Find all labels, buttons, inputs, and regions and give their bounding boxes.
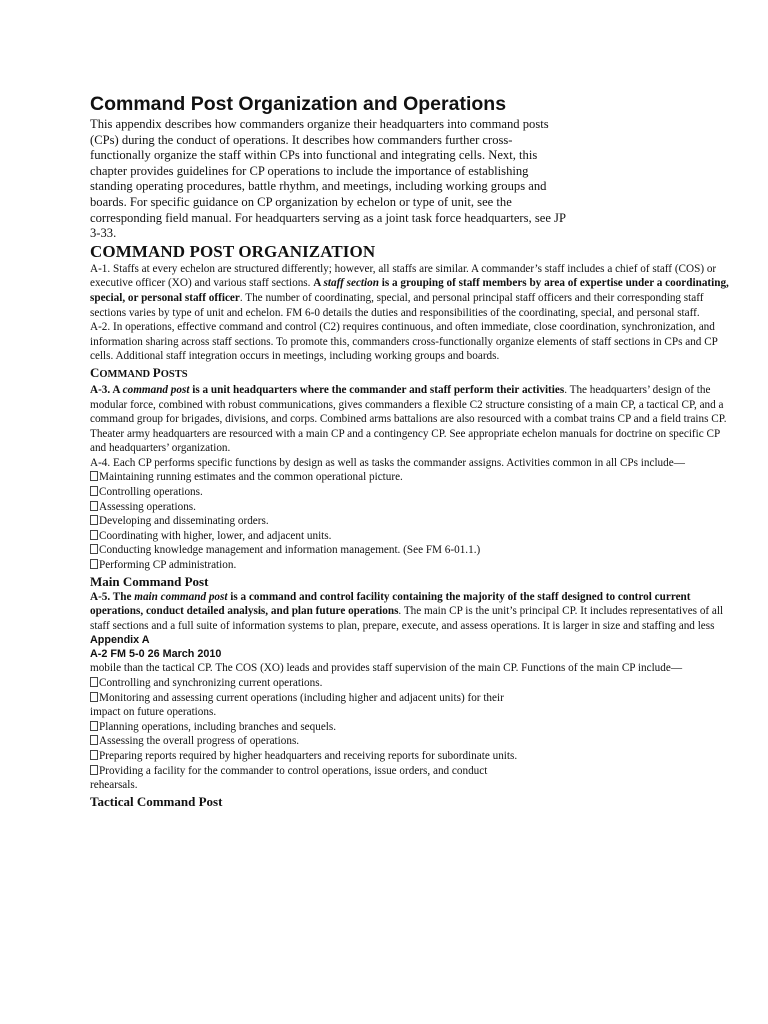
list-item: Controlling and synchronizing current operations. [90, 676, 730, 691]
paragraph-a4: A-4. Each CP performs specific functions by design as well as tasks the commander assigns. Activities common in all CPs include— [90, 456, 685, 469]
a4-bullet-list [90, 470, 730, 572]
paragraph-a5-continued: mobile than the tactical CP. The COS (XO) leads and provides staff supervision of the main CP. Functions of the main CP include— [90, 662, 683, 675]
missing-glyph-icon [90, 544, 98, 554]
missing-glyph-icon [90, 735, 98, 745]
list-item-continuation: impact on future operations. [90, 706, 217, 719]
page-footer-reference: A-2 FM 5-0 26 March 2010 [90, 648, 222, 661]
appendix-label: Appendix A [90, 634, 150, 647]
document-page [90, 92, 730, 810]
missing-glyph-icon [90, 721, 98, 731]
paragraph-a2: A-2. In operations, effective command and control (C2) requires continuous, and often immediate, close coordination, synchronization, and information sharing across staff sections. To promote this, commanders cross-functionally organize elements of staff sections in CPs and CP cells. Additional staff integration occurs in meetings, including working groups and boards. [90, 321, 718, 363]
paragraph-a5: A-5. The main command post is a command and control facility containing the majority of the staff designed to control current operations, conduct detailed analysis, and plan future operations. The main CP is the unit’s principal CP. It includes representatives of all staff sections and a full suite of information systems to plan, prepare, execute, and assess operations. It is larger in size and staffing and less [90, 590, 724, 632]
missing-glyph-icon [90, 501, 98, 511]
missing-glyph-icon [90, 559, 98, 569]
missing-glyph-icon [90, 515, 98, 525]
missing-glyph-icon [90, 765, 98, 775]
list-item: Developing and disseminating orders. [90, 514, 730, 529]
subheading-tactical-command-post: Tactical Command Post [90, 793, 223, 809]
section-heading-cp-organization: COMMAND POST ORGANIZATION [90, 241, 376, 261]
missing-glyph-icon [90, 750, 98, 760]
paragraph-a1: A-1. Staffs at every echelon are structured differently; however, all staffs are similar. A commander’s staff includes a chief of staff (COS) or executive officer (XO) and various staff sections. A staff section is a grouping of staff members by area of expertise under a coordinating, special, or personal staff officer. The number of coordinating, special, and personal principal staff officers and their corresponding staff sections varies by type of unit and echelon. FM 6-0 details the duties and responsibilities of the coordinating, special, and personal staff. [90, 262, 729, 319]
page-title: Command Post Organization and Operations [90, 93, 507, 115]
subheading-command-posts: COMMAND POSTS [90, 364, 188, 380]
list-item: Maintaining running estimates and the common operational picture. [90, 470, 730, 485]
a5-bullet-list [90, 676, 730, 793]
list-item: Conducting knowledge management and information management. (See FM 6-01.1.) [90, 543, 730, 558]
missing-glyph-icon [90, 692, 98, 702]
paragraph-a3: A-3. A command post is a unit headquarters where the commander and staff perform their activities. The headquarters’ design of the modular force, combined with robust communications, gives commanders a flexible C2 structure consisting of a main CP, a tactical CP, and a command group for brigades, divisions, and corps. Combined arms battalions are also resourced with a combat trains CP and a field trains CP. Theater army headquarters are resourced with a main CP and a contingency CP. See appropriate echelon manuals for doctrine on specific CP and headquarters’ organization. [90, 383, 727, 455]
list-item: Providing a facility for the commander to control operations, issue orders, and conduct [90, 764, 730, 779]
list-item: Planning operations, including branches and sequels. [90, 720, 730, 735]
missing-glyph-icon [90, 677, 98, 687]
intro-paragraph: This appendix describes how commanders organize their headquarters into command posts (CPs) during the conduct of operations. It describes how commanders further cross-functionally organize the staff within CPs into functional and integrating cells. Next, this chapter provides guidelines for CP operations to include the importance of establishing standing operating procedures, battle rhythm, and meetings, including working groups and boards. For specific guidance on CP organization by echelon or type of unit, see the corresponding field manual. For headquarters serving as a joint task force headquarters, see JP 3-33. [90, 117, 566, 241]
list-item: Assessing operations. [90, 500, 730, 515]
list-item: Monitoring and assessing current operations (including higher and adjacent units) for their [90, 691, 730, 706]
list-item: Performing CP administration. [90, 558, 730, 573]
subheading-main-command-post: Main Command Post [90, 573, 209, 589]
missing-glyph-icon [90, 471, 98, 481]
list-item: Controlling operations. [90, 485, 730, 500]
list-item: Assessing the overall progress of operations. [90, 734, 730, 749]
missing-glyph-icon [90, 486, 98, 496]
list-item: Preparing reports required by higher headquarters and receiving reports for subordinate units. [90, 749, 730, 764]
list-item: Coordinating with higher, lower, and adjacent units. [90, 529, 730, 544]
list-item-continuation: rehearsals. [90, 779, 138, 792]
missing-glyph-icon [90, 530, 98, 540]
